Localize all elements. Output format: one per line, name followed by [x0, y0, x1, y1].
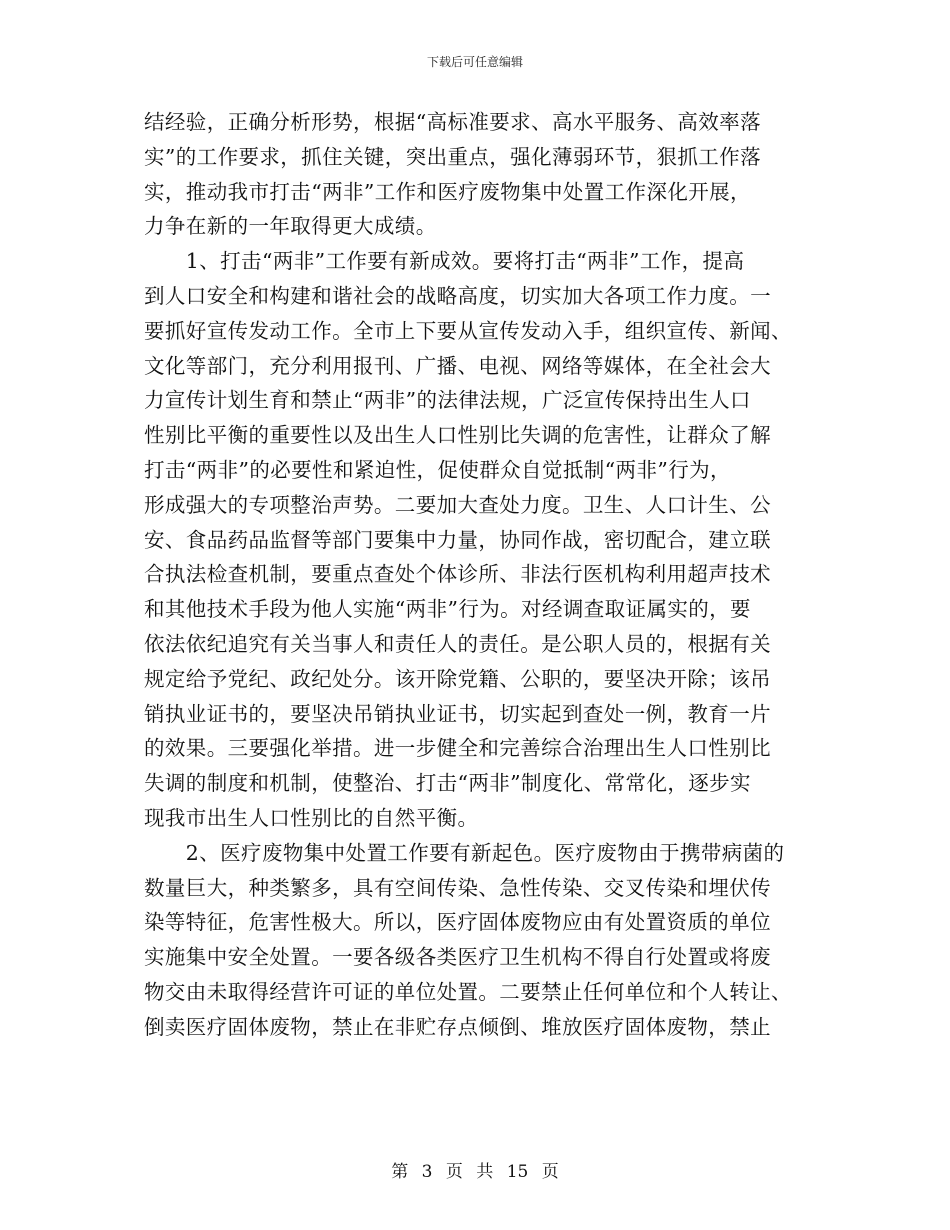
- text-line: 力争在新的一年取得更大成绩。: [144, 214, 437, 239]
- text-line: 的效果。三要强化举措。进一步健全和完善综合治理出生人口性别比: [144, 736, 771, 761]
- text-line: 安、食品药品监督等部门要集中力量，协同作战，密切配合，建立联: [144, 527, 771, 552]
- text-line: 物交由未取得经营许可证的单位处置。二要禁止任何单位和个人转让、: [144, 979, 792, 1004]
- text-line: 实，推动我市打击“两非”工作和医疗废物集中处置工作深化开展，: [144, 179, 751, 204]
- text-line: 和其他技术手段为他人实施“两非”行为。对经调查取证属实的，要: [144, 597, 751, 622]
- text-line: 到人口安全和构建和谐社会的战略高度，切实加大各项工作力度。一: [144, 283, 771, 308]
- text-line: 性别比平衡的重要性以及出生人口性别比失调的危害性，让群众了解: [144, 423, 771, 448]
- text-line: 染等特征，危害性极大。所以，医疗固体废物应由有处置资质的单位: [144, 910, 771, 935]
- text-line: 1、打击“两非”工作要有新成效。要将打击“两非”工作，提高: [144, 249, 745, 274]
- text-line: 形成强大的专项整治声势。二要加大查处力度。卫生、人口计生、公: [144, 492, 771, 517]
- text-line: 失调的制度和机制，使整治、打击“两非”制度化、常常化，逐步实: [144, 771, 751, 796]
- document-body: [144, 105, 814, 1045]
- text-line: 现我市出生人口性别比的自然平衡。: [144, 805, 479, 830]
- text-line: 力宣传计划生育和禁止“两非”的法律法规，广泛宣传保持出生人口: [144, 388, 751, 413]
- text-line: 依法依纪追究有关当事人和责任人的责任。是公职人员的，根据有关: [144, 631, 771, 656]
- footer-word-di: 第: [391, 1162, 409, 1182]
- page-header: 下载后可任意编辑: [426, 55, 523, 69]
- total-pages-number: 15: [506, 1162, 529, 1182]
- text-line: 合执法检查机制，要重点查处个体诊所、非法行医机构利用超声技术: [144, 562, 771, 587]
- text-line: 规定给予党纪、政纪处分。该开除党籍、公职的，要坚决开除；该吊: [144, 666, 771, 691]
- text-line: 2、医疗废物集中处置工作要有新起色。医疗废物由于携带病菌的: [144, 840, 785, 865]
- text-line: 销执业证书的，要坚决吊销执业证书，切实起到查处一例，教育一片: [144, 701, 771, 726]
- text-line: 实”的工作要求，抓住关键，突出重点，强化薄弱环节，狠抓工作落: [144, 144, 761, 169]
- text-line: 打击“两非”的必要性和紧迫性，促使群众自觉抵制“两非”行为，: [144, 457, 731, 482]
- text-line: 倒卖医疗固体废物，禁止在非贮存点倾倒、堆放医疗固体废物，禁止: [144, 1014, 771, 1039]
- footer-word-ye-2: 页: [541, 1162, 559, 1182]
- text-line: 文化等部门，充分利用报刊、广播、电视、网络等媒体，在全社会大: [144, 353, 771, 378]
- text-line: 结经验，正确分析形势，根据“高标准要求、高水平服务、高效率落: [144, 110, 761, 134]
- footer-word-gong: 共: [476, 1162, 494, 1182]
- text-line: 实施集中安全处置。一要各级各类医疗卫生机构不得自行处置或将废: [144, 945, 771, 970]
- page-footer: [0, 1157, 950, 1182]
- text-line: 数量巨大，种类繁多，具有空间传染、急性传染、交叉传染和埋伏传: [144, 875, 771, 900]
- text-line: 要抓好宣传发动工作。全市上下要从宣传发动入手，组织宣传、新闻、: [144, 318, 792, 343]
- footer-word-ye: 页: [445, 1162, 463, 1182]
- current-page-number: 3: [421, 1162, 433, 1182]
